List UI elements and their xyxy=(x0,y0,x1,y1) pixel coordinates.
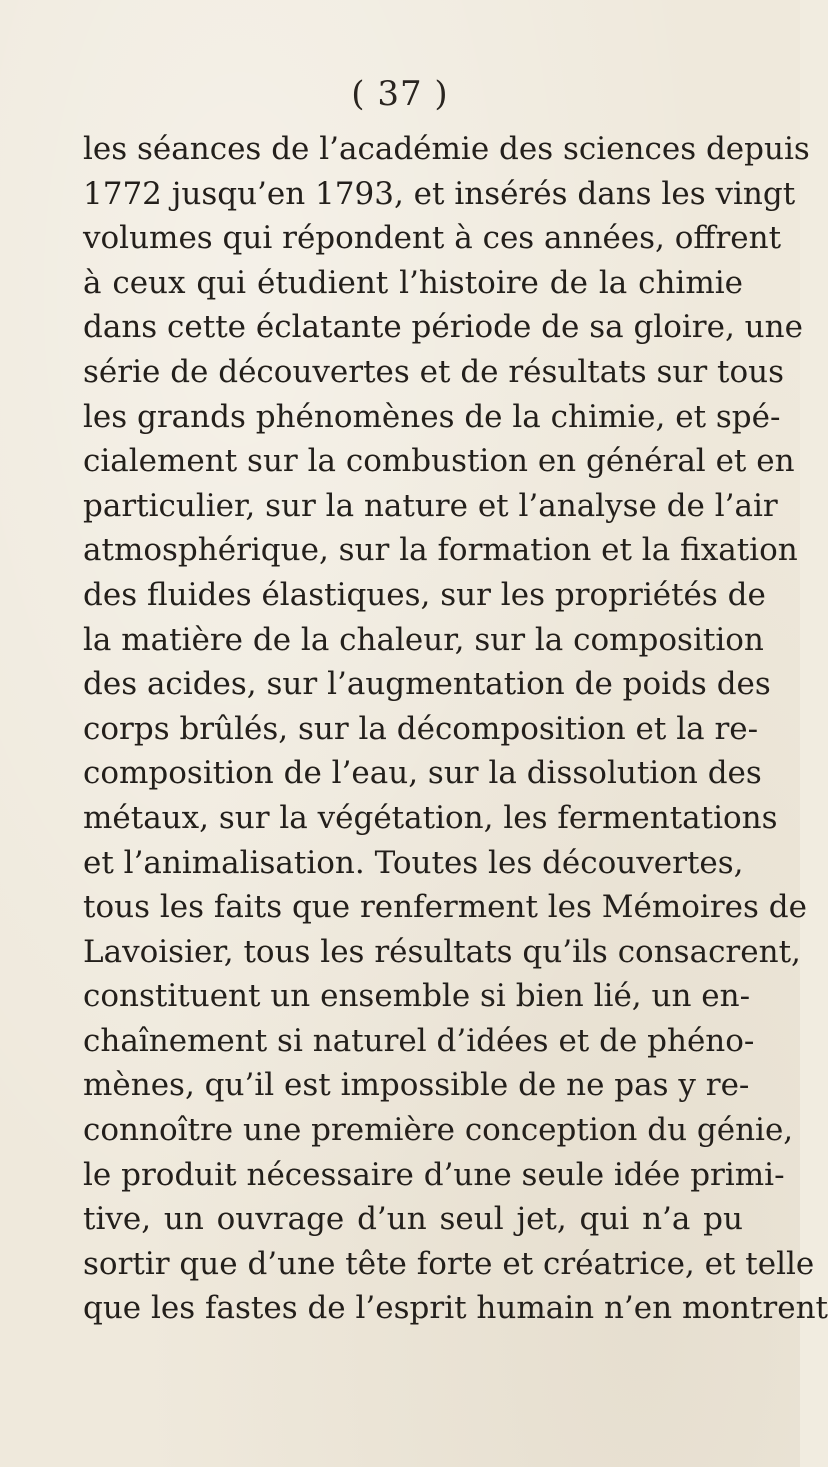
text-line: et l’animalisation. Toutes les découvertes, xyxy=(83,844,744,881)
text-line: constituent un ensemble si bien lié, un en- xyxy=(83,978,751,1015)
text-line: particulier, sur la nature et l’analyse de l’air xyxy=(83,487,778,524)
text-line: volumes qui répondent à ces années, offrent xyxy=(83,220,782,257)
text-line: chaînement si naturel d’idées et de phéno- xyxy=(83,1022,755,1059)
text-line: mènes, qu’il est impossible de ne pas y re- xyxy=(83,1067,750,1104)
text-line: tous les faits que renferment les Mémoires de xyxy=(83,889,807,926)
text-line: la matière de la chaleur, sur la composition xyxy=(83,621,764,658)
text-line: atmosphérique, sur la formation et la fixation xyxy=(83,532,798,569)
text-line: des fluides élastiques, sur les propriétés de xyxy=(83,576,766,613)
text-line: connoître une première conception du génie, xyxy=(83,1112,794,1149)
text-line: le produit nécessaire d’une seule idée primi- xyxy=(83,1156,785,1193)
text-line: composition de l’eau, sur la dissolution des xyxy=(83,755,762,792)
body-text xyxy=(83,127,828,1331)
text-line: sortir que d’une tête forte et créatrice, et telle xyxy=(83,1245,815,1282)
page-number: ( 37 ) xyxy=(351,74,449,114)
text-line: des acides, sur l’augmentation de poids des xyxy=(83,666,771,703)
text-line: série de découvertes et de résultats sur tous xyxy=(83,353,785,390)
text-line: corps brûlés, sur la décomposition et la re- xyxy=(83,710,759,747)
text-line: 1772 jusqu’en 1793, et insérés dans les vingt xyxy=(83,175,796,212)
text-line: à ceux qui étudient l’histoire de la chimie xyxy=(83,264,743,301)
text-line: les grands phénomènes de la chimie, et spé- xyxy=(83,398,781,435)
text-line: dans cette éclatante période de sa gloire, une xyxy=(83,309,803,346)
text-line: tive, un ouvrage d’un seul jet, qui n’a pu xyxy=(83,1201,743,1238)
text-line: Lavoisier, tous les résultats qu’ils consacrent, xyxy=(83,933,801,970)
text-line: les séances de l’académie des sciences depuis xyxy=(83,131,810,167)
text-line: cialement sur la combustion en général et en xyxy=(83,443,795,480)
text-line: métaux, sur la végétation, les fermentations xyxy=(83,799,778,836)
text-line: que les fastes de l’esprit humain n’en montrent xyxy=(83,1290,828,1327)
